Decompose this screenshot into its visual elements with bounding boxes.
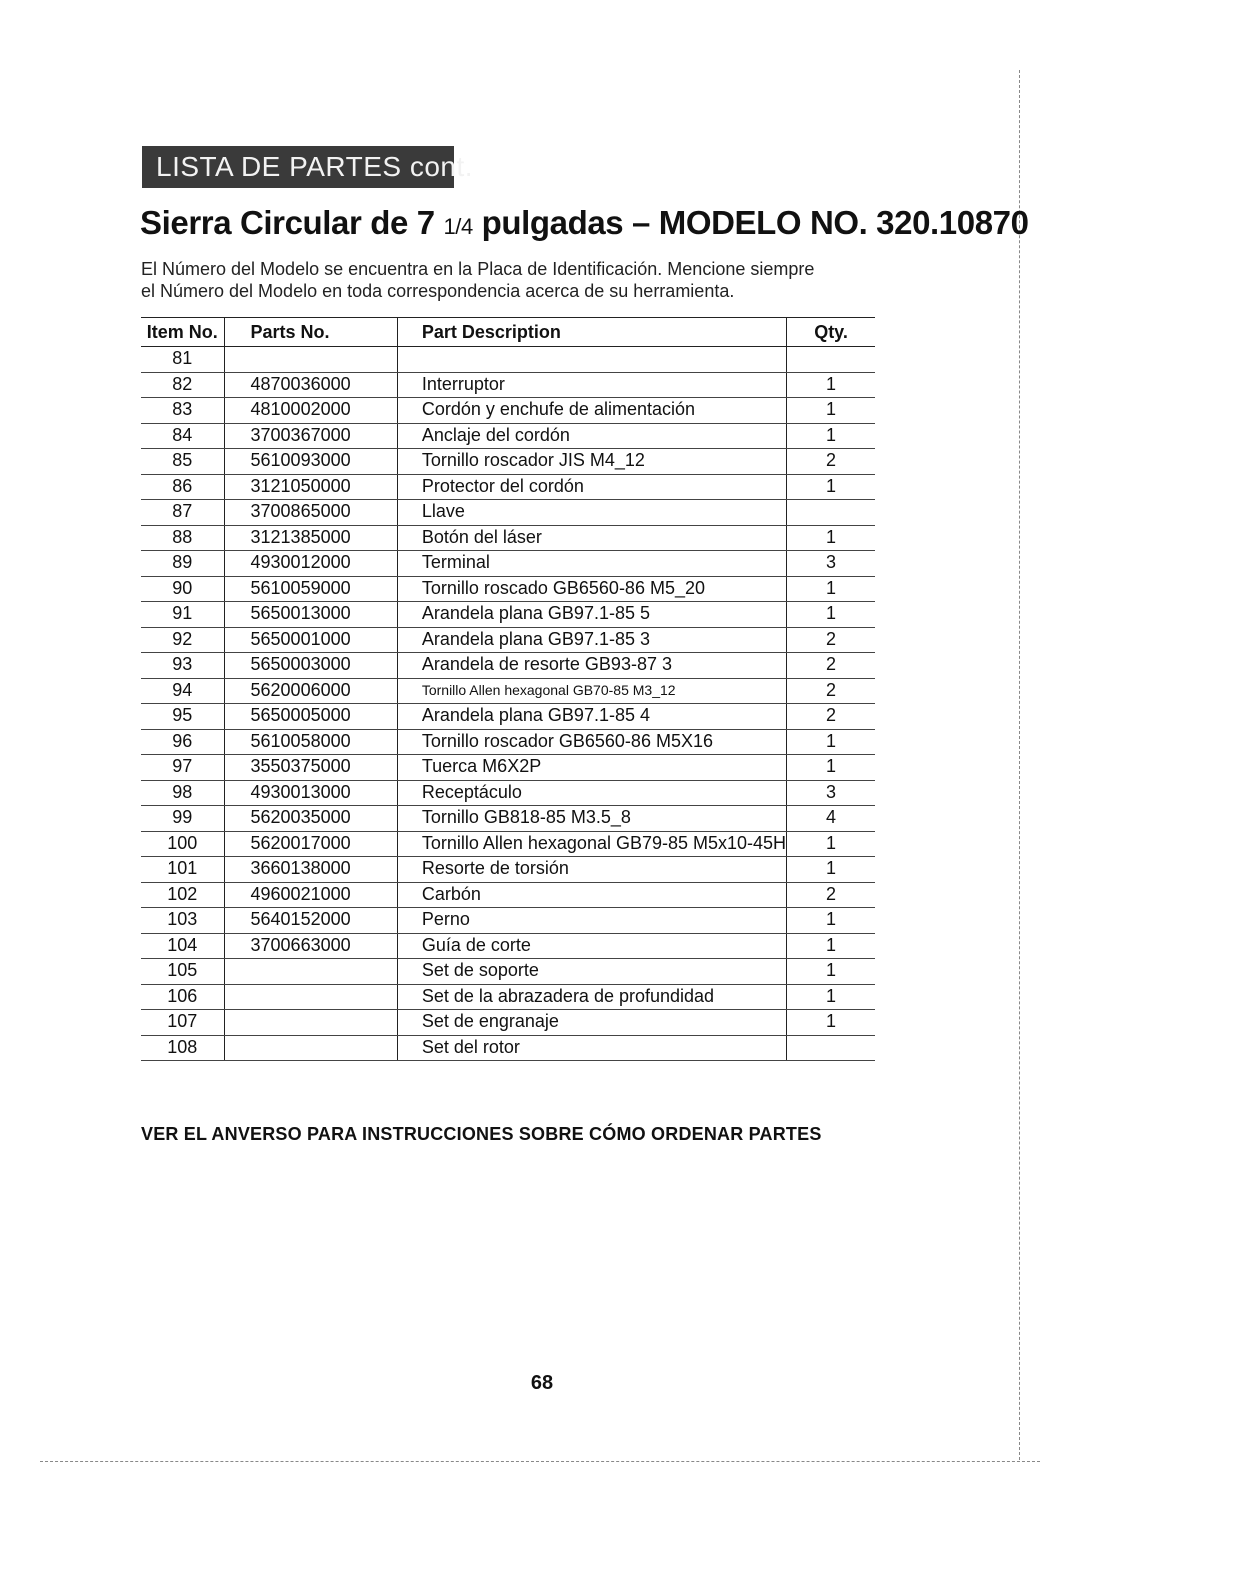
table-header-row: [141, 318, 875, 347]
qty-cell: 1: [787, 729, 875, 755]
header-item-no: Item No.: [141, 318, 224, 347]
description-cell: Tornillo roscado GB6560-86 M5_20: [397, 576, 786, 602]
qty-cell: [787, 347, 875, 373]
item-no-cell: 107: [141, 1010, 224, 1036]
description-cell: [397, 347, 786, 373]
parts-no-cell: 5640152000: [224, 908, 397, 934]
title-post: pulgadas – MODELO NO. 320.10870: [472, 204, 1029, 241]
qty-cell: 1: [787, 755, 875, 781]
table-row: [141, 653, 875, 679]
parts-no-cell: 3700663000: [224, 933, 397, 959]
header-part-description: Part Description: [397, 318, 786, 347]
parts-table-body: [141, 347, 875, 1061]
description-cell: Cordón y enchufe de alimentación: [397, 398, 786, 424]
description-cell: Botón del láser: [397, 525, 786, 551]
description-cell: Set de engranaje: [397, 1010, 786, 1036]
table-row: [141, 882, 875, 908]
parts-no-cell: 5620006000: [224, 678, 397, 704]
item-no-cell: 96: [141, 729, 224, 755]
table-row: [141, 984, 875, 1010]
item-no-cell: 81: [141, 347, 224, 373]
description-cell: Llave: [397, 500, 786, 526]
item-no-cell: 91: [141, 602, 224, 628]
qty-cell: 2: [787, 882, 875, 908]
item-no-cell: 102: [141, 882, 224, 908]
description-cell: Tornillo roscador JIS M4_12: [397, 449, 786, 475]
parts-no-cell: 3660138000: [224, 857, 397, 883]
qty-cell: [787, 500, 875, 526]
section-banner: LISTA DE PARTES cont.: [142, 146, 454, 188]
title-fraction: 1/4: [443, 214, 473, 239]
parts-no-cell: 3700367000: [224, 423, 397, 449]
parts-no-cell: 5650001000: [224, 627, 397, 653]
page-number: 68: [530, 1372, 554, 1394]
header-parts-no: Parts No.: [224, 318, 397, 347]
parts-no-cell: 5650013000: [224, 602, 397, 628]
cut-line-horizontal: [40, 1461, 1040, 1462]
parts-no-cell: 5620035000: [224, 806, 397, 832]
description-cell: Tornillo roscador GB6560-86 M5X16: [397, 729, 786, 755]
parts-no-cell: 4930013000: [224, 780, 397, 806]
table-row: [141, 423, 875, 449]
parts-no-cell: 5610058000: [224, 729, 397, 755]
qty-cell: 1: [787, 831, 875, 857]
table-row: [141, 347, 875, 373]
description-cell: Tornillo Allen hexagonal GB79-85 M5x10-45H: [397, 831, 786, 857]
item-no-cell: 108: [141, 1035, 224, 1061]
item-no-cell: 97: [141, 755, 224, 781]
item-no-cell: 93: [141, 653, 224, 679]
description-cell: Receptáculo: [397, 780, 786, 806]
qty-cell: 2: [787, 678, 875, 704]
description-cell: Tornillo Allen hexagonal GB70-85 M3_12: [397, 678, 786, 704]
qty-cell: 2: [787, 627, 875, 653]
header-qty: Qty.: [787, 318, 875, 347]
item-no-cell: 84: [141, 423, 224, 449]
table-row: [141, 678, 875, 704]
description-cell: Set de soporte: [397, 959, 786, 985]
table-row: [141, 551, 875, 577]
ordering-note: VER EL ANVERSO PARA INSTRUCCIONES SOBRE CÓMO ORDENAR PARTES: [141, 1124, 822, 1144]
qty-cell: 1: [787, 933, 875, 959]
table-row: [141, 372, 875, 398]
title-pre: Sierra Circular de 7: [140, 204, 444, 241]
item-no-cell: 83: [141, 398, 224, 424]
item-no-cell: 106: [141, 984, 224, 1010]
table-row: [141, 627, 875, 653]
table-row: [141, 704, 875, 730]
item-no-cell: 101: [141, 857, 224, 883]
parts-no-cell: 5620017000: [224, 831, 397, 857]
page-title: [140, 204, 1029, 242]
description-cell: Tuerca M6X2P: [397, 755, 786, 781]
qty-cell: 4: [787, 806, 875, 832]
table-row: [141, 500, 875, 526]
description-cell: Arandela de resorte GB93-87 3: [397, 653, 786, 679]
item-no-cell: 103: [141, 908, 224, 934]
item-no-cell: 89: [141, 551, 224, 577]
qty-cell: 2: [787, 449, 875, 475]
description-cell: Arandela plana GB97.1-85 5: [397, 602, 786, 628]
cut-line-vertical: [1019, 70, 1020, 1460]
table-row: [141, 525, 875, 551]
qty-cell: 3: [787, 551, 875, 577]
qty-cell: 1: [787, 398, 875, 424]
item-no-cell: 85: [141, 449, 224, 475]
item-no-cell: 90: [141, 576, 224, 602]
item-no-cell: 95: [141, 704, 224, 730]
parts-no-cell: [224, 959, 397, 985]
parts-no-cell: 3550375000: [224, 755, 397, 781]
parts-no-cell: [224, 1035, 397, 1061]
qty-cell: [787, 1035, 875, 1061]
intro-line-1: El Número del Modelo se encuentra en la Placa de Identificación. Mencione siempre: [141, 259, 815, 279]
qty-cell: 1: [787, 474, 875, 500]
qty-cell: 2: [787, 704, 875, 730]
parts-no-cell: [224, 347, 397, 373]
item-no-cell: 94: [141, 678, 224, 704]
parts-no-cell: 3121385000: [224, 525, 397, 551]
description-cell: Arandela plana GB97.1-85 3: [397, 627, 786, 653]
table-row: [141, 780, 875, 806]
table-row: [141, 959, 875, 985]
qty-cell: 3: [787, 780, 875, 806]
parts-no-cell: 3700865000: [224, 500, 397, 526]
qty-cell: 1: [787, 857, 875, 883]
qty-cell: 1: [787, 1010, 875, 1036]
table-row: [141, 831, 875, 857]
table-row: [141, 857, 875, 883]
description-cell: Perno: [397, 908, 786, 934]
item-no-cell: 100: [141, 831, 224, 857]
table-row: [141, 908, 875, 934]
parts-no-cell: [224, 984, 397, 1010]
item-no-cell: 98: [141, 780, 224, 806]
qty-cell: 1: [787, 525, 875, 551]
parts-no-cell: 4810002000: [224, 398, 397, 424]
description-cell: Resorte de torsión: [397, 857, 786, 883]
parts-no-cell: [224, 1010, 397, 1036]
qty-cell: 1: [787, 423, 875, 449]
item-no-cell: 82: [141, 372, 224, 398]
qty-cell: 1: [787, 576, 875, 602]
description-cell: Anclaje del cordón: [397, 423, 786, 449]
table-row: [141, 449, 875, 475]
parts-no-cell: 5610059000: [224, 576, 397, 602]
parts-no-cell: 4930012000: [224, 551, 397, 577]
table-row: [141, 576, 875, 602]
table-row: [141, 933, 875, 959]
qty-cell: 1: [787, 908, 875, 934]
qty-cell: 1: [787, 372, 875, 398]
qty-cell: 1: [787, 602, 875, 628]
intro-text: [141, 258, 901, 302]
item-no-cell: 87: [141, 500, 224, 526]
table-row: [141, 602, 875, 628]
table-row: [141, 729, 875, 755]
description-cell: Protector del cordón: [397, 474, 786, 500]
item-no-cell: 88: [141, 525, 224, 551]
parts-no-cell: 4870036000: [224, 372, 397, 398]
description-cell: Carbón: [397, 882, 786, 908]
intro-line-2: el Número del Modelo en toda correspondencia acerca de su herramienta.: [141, 281, 735, 301]
item-no-cell: 99: [141, 806, 224, 832]
description-cell: Set de la abrazadera de profundidad: [397, 984, 786, 1010]
qty-cell: 2: [787, 653, 875, 679]
table-row: [141, 474, 875, 500]
parts-no-cell: 5610093000: [224, 449, 397, 475]
parts-no-cell: 4960021000: [224, 882, 397, 908]
description-cell: Set del rotor: [397, 1035, 786, 1061]
item-no-cell: 104: [141, 933, 224, 959]
table-row: [141, 806, 875, 832]
parts-table: [141, 317, 875, 1061]
description-cell: Interruptor: [397, 372, 786, 398]
description-cell: Terminal: [397, 551, 786, 577]
qty-cell: 1: [787, 959, 875, 985]
parts-no-cell: 5650005000: [224, 704, 397, 730]
table-row: [141, 1010, 875, 1036]
description-cell: Tornillo GB818-85 M3.5_8: [397, 806, 786, 832]
item-no-cell: 105: [141, 959, 224, 985]
table-row: [141, 755, 875, 781]
table-row: [141, 398, 875, 424]
description-cell: Arandela plana GB97.1-85 4: [397, 704, 786, 730]
qty-cell: 1: [787, 984, 875, 1010]
parts-no-cell: 3121050000: [224, 474, 397, 500]
item-no-cell: 86: [141, 474, 224, 500]
item-no-cell: 92: [141, 627, 224, 653]
parts-no-cell: 5650003000: [224, 653, 397, 679]
table-row: [141, 1035, 875, 1061]
description-cell: Guía de corte: [397, 933, 786, 959]
